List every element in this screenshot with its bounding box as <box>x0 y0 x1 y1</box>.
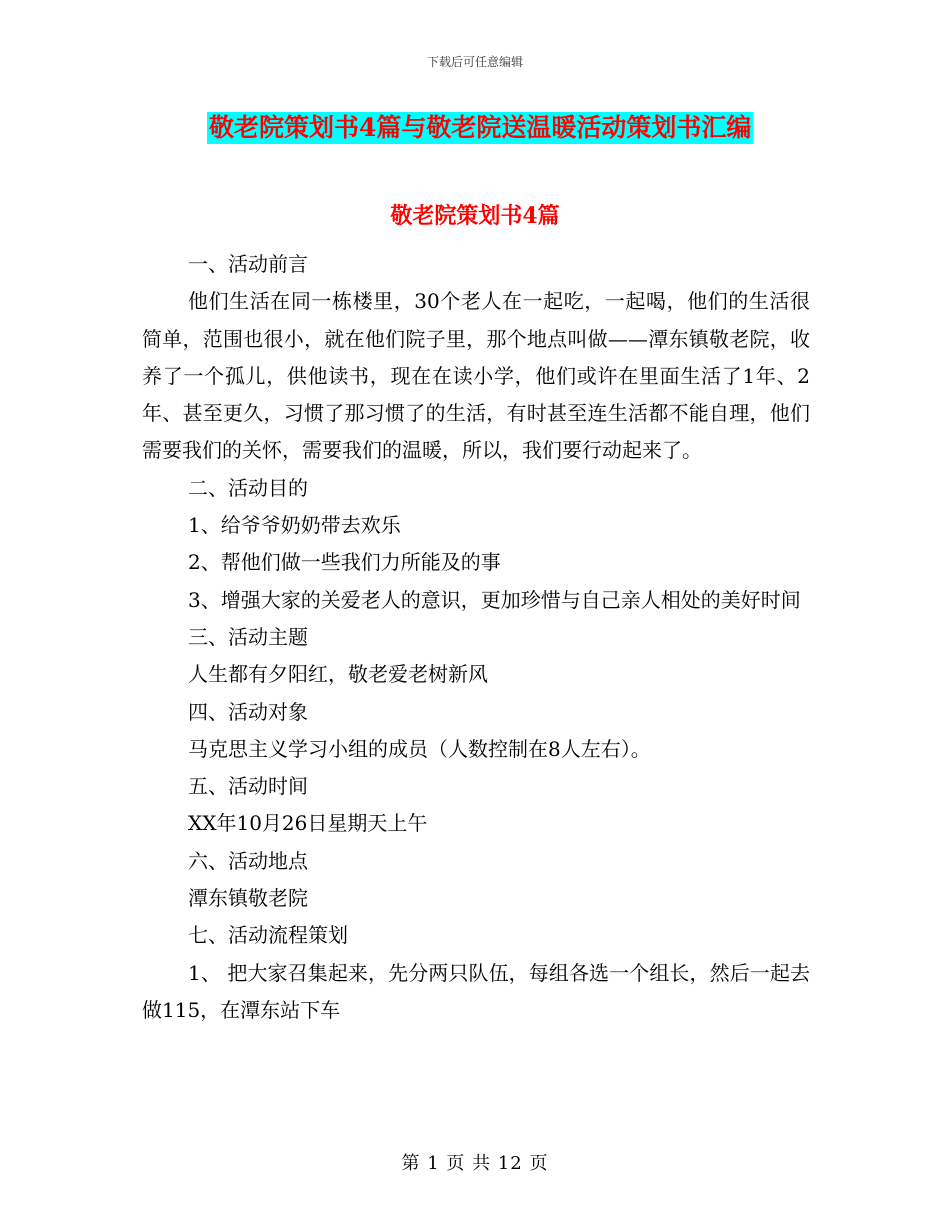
main-title-container <box>207 112 753 144</box>
paragraph: 潭东镇敬老院 <box>188 886 308 911</box>
paragraph: 他们生活在同一栋楼里，30个老人在一起吃，一起喝，他们的生活很简单，范围也很小，就在他们院子里，那个地点叫做——潭东镇敬老院，收养了一个孤儿，供他读书，现在在读小学，他们或许在里面生活了1年、2年、甚至更久，习惯了那习惯了的生活，有时甚至连生活都不能自理，他们需要我们的关怀，需要我们的温暖，所以，我们要行动起来了。 <box>142 289 810 463</box>
page-footer: 第 1 页 共 12 页 <box>401 1153 549 1174</box>
paragraph-section-heading: 一、活动前言 <box>188 252 308 276</box>
paragraph: XX年10月26日星期天上午 <box>188 811 428 836</box>
page-header-note: 下载后可任意编辑 <box>426 55 523 69</box>
paragraph-section-heading: 五、活动时间 <box>188 774 308 799</box>
document-body <box>142 246 810 1029</box>
paragraph-section-heading: 四、活动对象 <box>188 699 308 724</box>
paragraph-section-heading: 三、活动主题 <box>188 624 308 649</box>
paragraph-section-heading: 六、活动地点 <box>188 848 308 873</box>
paragraph: 马克思主义学习小组的成员（人数控制在8人左右）。 <box>188 736 651 761</box>
paragraph-list-item: 1、 把大家召集起来，先分两只队伍，每组各选一个组长，然后一起去做115，在潭东站下车 <box>142 960 810 1022</box>
paragraph-list-item: 1、给爷爷奶奶带去欢乐 <box>188 513 401 538</box>
paragraph-section-heading: 二、活动目的 <box>188 475 308 500</box>
main-title: 敬老院策划书4篇与敬老院送温暖活动策划书汇编 <box>209 113 752 142</box>
paragraph-list-item: 2、帮他们做一些我们力所能及的事 <box>188 550 501 575</box>
paragraph-section-heading: 七、活动流程策划 <box>188 923 348 948</box>
paragraph-list-item: 3、增强大家的关爱老人的意识，更加珍惜与自己亲人相处的美好时间 <box>188 587 801 612</box>
sub-title: 敬老院策划书4篇 <box>390 203 560 229</box>
paragraph: 人生都有夕阳红，敬老爱老树新风 <box>188 662 488 687</box>
